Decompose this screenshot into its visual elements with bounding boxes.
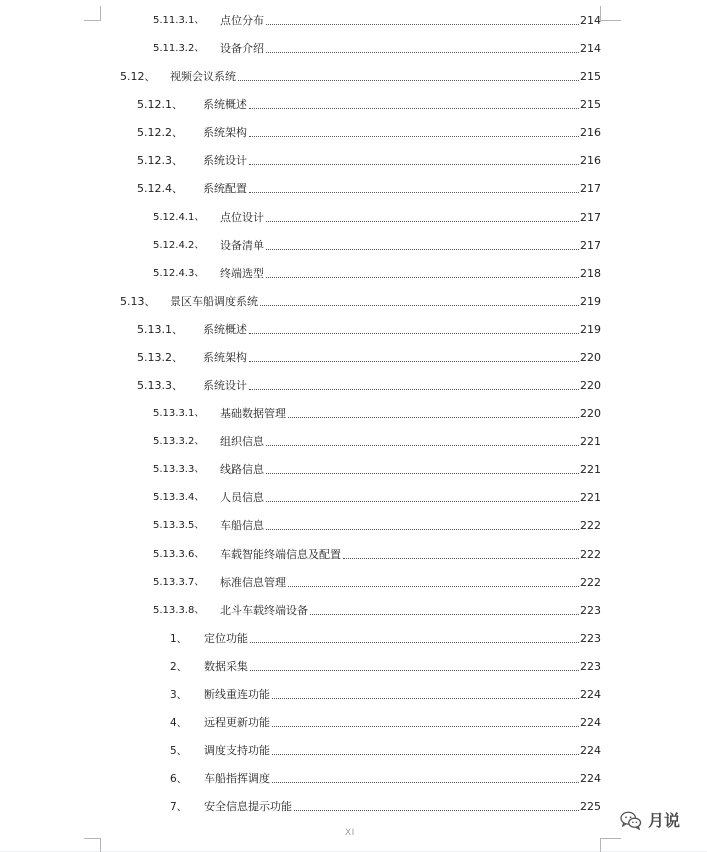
footer-page-number: XI <box>345 828 355 838</box>
toc-entry-page: 217 <box>580 182 601 196</box>
toc-entry-title: 系统设计 <box>203 379 247 393</box>
toc-entry-number: 5.11.3.2、 <box>153 43 205 55</box>
toc-entry-page: 224 <box>580 687 601 701</box>
toc-entry-title: 系统概述 <box>203 322 247 336</box>
toc-entry[interactable] <box>153 517 601 533</box>
toc-entry-number: 5.12.3、 <box>137 154 183 168</box>
toc-entry[interactable] <box>170 686 601 702</box>
watermark-text: 月说 <box>648 811 681 830</box>
toc-entry-title: 视频会议系统 <box>170 70 236 84</box>
toc-entry[interactable] <box>153 40 601 56</box>
toc-entry-number: 5.13.1、 <box>137 322 183 336</box>
toc-entry[interactable] <box>120 68 601 84</box>
toc-entry-page: 220 <box>580 407 601 421</box>
toc-entry-page: 221 <box>580 435 601 449</box>
toc-entry-page: 223 <box>580 631 601 645</box>
toc-entry-number: 5.13.2、 <box>137 350 183 364</box>
toc-dot-leader <box>266 249 579 250</box>
toc-entry-title: 组织信息 <box>220 435 264 449</box>
toc-dot-leader <box>249 136 579 137</box>
toc-entry[interactable] <box>153 237 601 253</box>
toc-entry[interactable] <box>153 574 601 590</box>
toc-entry[interactable] <box>120 293 601 309</box>
toc-dot-leader <box>266 277 579 278</box>
toc-entry-page: 217 <box>580 238 601 252</box>
page-corner-mark <box>600 838 621 852</box>
toc-entry-number: 2、 <box>170 660 188 673</box>
toc-entry-page: 219 <box>580 322 601 336</box>
toc-entry-page: 225 <box>580 800 601 814</box>
toc-entry[interactable] <box>170 658 601 674</box>
toc-entry-page: 216 <box>580 154 601 168</box>
toc-entry-number: 5.13.3.7、 <box>153 576 205 588</box>
toc-entry-page: 221 <box>580 491 601 505</box>
toc-entry-page: 220 <box>580 379 601 393</box>
toc-entry-page: 218 <box>580 266 601 280</box>
toc-dot-leader <box>288 417 579 418</box>
toc-dot-leader <box>266 529 579 530</box>
toc-entry-title: 终端选型 <box>220 266 264 280</box>
toc-entry[interactable] <box>153 461 601 477</box>
toc-dot-leader <box>343 558 579 559</box>
toc-entry[interactable] <box>137 152 601 168</box>
toc-dot-leader <box>238 80 579 81</box>
toc-entry[interactable] <box>170 770 601 786</box>
toc-entry-page: 223 <box>580 603 601 617</box>
toc-entry-page: 224 <box>580 772 601 786</box>
toc-dot-leader <box>294 810 579 811</box>
toc-entry-page: 214 <box>580 42 601 56</box>
toc-entry-title: 系统架构 <box>203 126 247 140</box>
toc-entry-number: 5.12.4.1、 <box>153 211 205 223</box>
toc-entry-number: 5.13.3.8、 <box>153 604 205 616</box>
toc-entry-page: 224 <box>580 744 601 758</box>
toc-entry-number: 4、 <box>170 717 188 729</box>
toc-entry-title: 数据采集 <box>204 659 248 673</box>
toc-entry-number: 5.12.4.3、 <box>153 267 205 279</box>
toc-entry[interactable] <box>137 96 601 112</box>
toc-entry[interactable] <box>137 180 601 196</box>
toc-entry[interactable] <box>170 742 601 758</box>
toc-dot-leader <box>310 614 579 615</box>
toc-entry-title: 车船指挥调度 <box>204 772 270 786</box>
toc-entry-title: 设备介绍 <box>220 42 264 56</box>
toc-dot-leader <box>272 726 579 727</box>
toc-entry-title: 点位设计 <box>220 210 264 224</box>
toc-entry[interactable] <box>153 602 601 618</box>
page-corner-mark <box>84 6 101 21</box>
toc-dot-leader <box>266 445 579 446</box>
toc-entry-title: 断线重连功能 <box>204 687 270 701</box>
toc-entry-number: 5.13.3.2、 <box>153 436 205 448</box>
toc-entry-number: 5.12.4、 <box>137 182 183 196</box>
toc-entry-number: 6、 <box>170 773 188 786</box>
toc-entry-number: 7、 <box>170 801 188 814</box>
toc-dot-leader <box>272 754 579 755</box>
toc-dot-leader <box>266 221 579 222</box>
toc-entry[interactable] <box>153 433 601 449</box>
toc-entry-title: 系统设计 <box>203 154 247 168</box>
toc-dot-leader <box>266 473 579 474</box>
toc-entry-title: 定位功能 <box>204 631 248 645</box>
toc-dot-leader <box>249 192 579 193</box>
toc-entry-title: 点位分布 <box>220 14 264 27</box>
toc-entry-page: 222 <box>580 519 601 533</box>
toc-dot-leader <box>266 501 579 502</box>
toc-entry-title: 远程更新功能 <box>204 716 270 729</box>
toc-entry-title: 基础数据管理 <box>220 407 286 421</box>
toc-entry[interactable] <box>153 209 601 225</box>
toc-entry-title: 人员信息 <box>220 491 264 505</box>
toc-dot-leader <box>249 164 579 165</box>
toc-entry-title: 线路信息 <box>220 463 264 477</box>
toc-entry-page: 215 <box>580 70 601 84</box>
toc-entry[interactable] <box>170 798 601 814</box>
toc-entry-title: 北斗车载终端设备 <box>220 603 308 617</box>
toc-entry-page: 219 <box>580 294 601 308</box>
toc-entry-page: 222 <box>580 575 601 589</box>
toc-entry-number: 3、 <box>170 688 188 701</box>
toc-entry[interactable] <box>153 546 601 562</box>
toc-entry-title: 安全信息提示功能 <box>204 800 292 814</box>
toc-entry-title: 景区车船调度系统 <box>170 294 258 308</box>
toc-entry-title: 车船信息 <box>220 519 264 533</box>
toc-entry-number: 5.13.3.3、 <box>153 464 205 476</box>
toc-entry-number: 5.11.3.1、 <box>153 15 205 26</box>
page-corner-mark <box>600 6 621 21</box>
toc-entry-number: 1、 <box>170 632 188 645</box>
toc-dot-leader <box>266 24 579 25</box>
toc-entry[interactable] <box>153 489 601 505</box>
toc-entry[interactable] <box>153 12 601 28</box>
toc-dot-leader <box>250 670 579 671</box>
watermark <box>620 808 680 831</box>
toc-entry-number: 5.12.1、 <box>137 98 183 112</box>
toc-entry-number: 5.13.3.5、 <box>153 520 205 532</box>
toc-entry-number: 5.13.3.6、 <box>153 548 205 560</box>
toc-entry-number: 5.12.2、 <box>137 126 183 140</box>
toc-dot-leader <box>250 642 579 643</box>
toc-entry[interactable] <box>137 124 601 140</box>
toc-dot-leader <box>272 698 579 699</box>
toc-entry[interactable] <box>153 265 601 281</box>
toc-entry-page: 221 <box>580 463 601 477</box>
toc-dot-leader <box>249 108 579 109</box>
toc-entry-title: 设备清单 <box>220 238 264 252</box>
toc-dot-leader <box>260 305 579 306</box>
toc-entry[interactable] <box>137 321 601 337</box>
toc-entry[interactable] <box>170 630 601 646</box>
toc-entry-page: 217 <box>580 210 601 224</box>
toc-dot-leader <box>288 586 579 587</box>
toc-entry-page: 220 <box>580 350 601 364</box>
toc-entry-number: 5.13、 <box>120 294 156 308</box>
toc-entry-number: 5.12、 <box>120 70 156 84</box>
toc-entry-title: 系统配置 <box>203 182 247 196</box>
page-corner-mark <box>84 838 101 852</box>
toc-entry-page: 222 <box>580 547 601 561</box>
toc-entry-number: 5.13.3、 <box>137 379 183 393</box>
toc-dot-leader <box>249 389 579 390</box>
toc-entry-page: 215 <box>580 98 601 112</box>
toc-entry-number: 5、 <box>170 745 188 758</box>
toc-entry-title: 标准信息管理 <box>220 575 286 589</box>
toc-entry[interactable] <box>153 405 601 421</box>
toc-dot-leader <box>249 361 579 362</box>
toc-entry[interactable] <box>170 714 601 730</box>
toc-entry-page: 224 <box>580 716 601 729</box>
toc-entry-title: 系统架构 <box>203 350 247 364</box>
toc-dot-leader <box>266 52 579 53</box>
toc-entry-title: 车载智能终端信息及配置 <box>220 547 341 561</box>
toc-entry-page: 216 <box>580 126 601 140</box>
toc-dot-leader <box>249 333 579 334</box>
toc-entry-title: 调度支持功能 <box>204 744 270 758</box>
toc-entry-number: 5.13.3.4、 <box>153 492 205 504</box>
toc-entry-page: 214 <box>580 14 601 27</box>
toc-entry[interactable] <box>137 349 601 365</box>
toc-entry-page: 223 <box>580 659 601 673</box>
toc-entry-number: 5.12.4.2、 <box>153 239 205 251</box>
toc-dot-leader <box>272 782 579 783</box>
toc-entry[interactable] <box>137 377 601 393</box>
toc-entry-title: 系统概述 <box>203 98 247 112</box>
toc-entry-number: 5.13.3.1、 <box>153 408 205 420</box>
wechat-icon <box>620 810 642 830</box>
